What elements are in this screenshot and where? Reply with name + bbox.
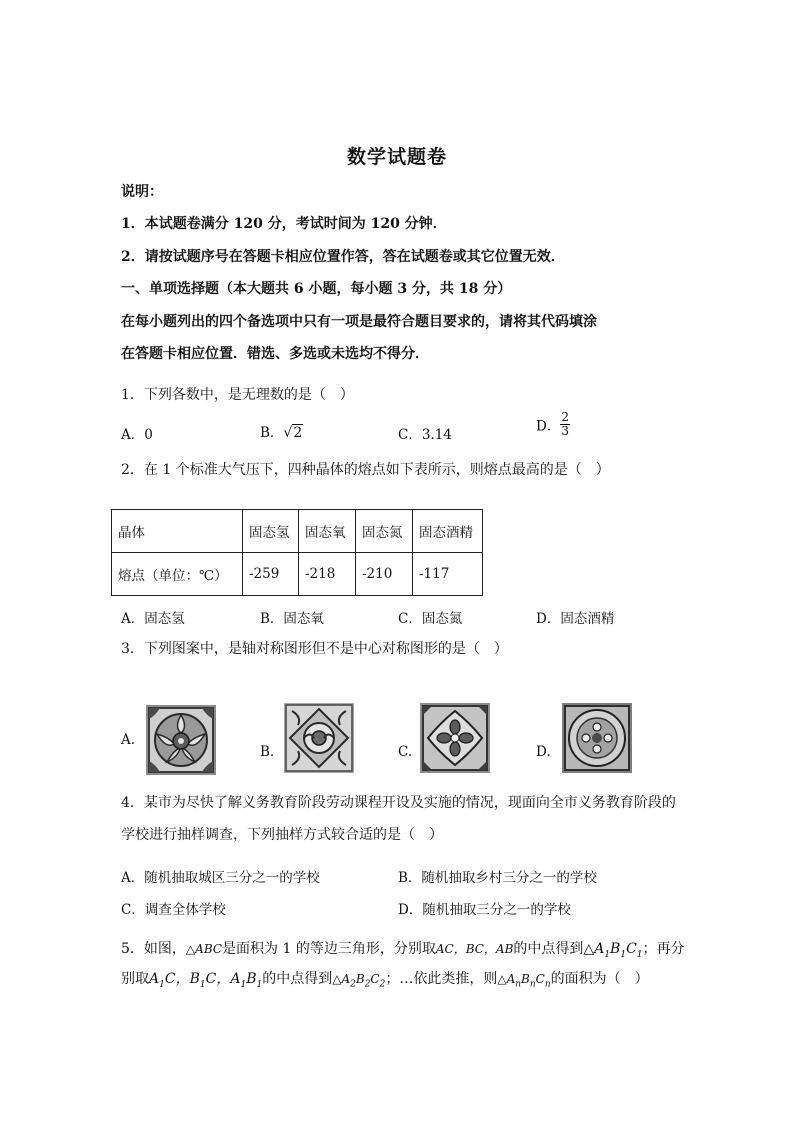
- q3-option-d: D.: [536, 744, 551, 760]
- q2-option-c: C．固态氮: [398, 611, 463, 627]
- table-cell: 固态氮: [356, 510, 413, 553]
- q1-stem: 1．下列各数中，是无理数的是（ ）: [121, 387, 354, 403]
- q3-option-a: A.: [121, 732, 136, 748]
- table-row: [112, 553, 483, 596]
- section-instruction-2: 在答题卡相应位置．错选、多选或未选均不得分．: [121, 346, 429, 362]
- table-cell: 固态氢: [243, 510, 299, 553]
- table-cell: 固态氧: [299, 510, 356, 553]
- q3-option-b: B.: [260, 744, 275, 760]
- table-cell: -218: [299, 553, 356, 596]
- q2-option-d: D．固态酒精: [536, 611, 615, 627]
- section-instruction-1: 在每小题列出的四个备选项中只有一项是最符合题目要求的，请将其代码填涂: [121, 314, 597, 330]
- table-cell: -117: [413, 553, 483, 596]
- table-cell: 晶体: [112, 510, 243, 553]
- sqrt-symbol: √2: [283, 425, 303, 441]
- q3-stem: 3．下列图案中，是轴对称图形但不是中心对称图形的是（ ）: [121, 641, 508, 657]
- q4-stem-line-1: 4．某市为尽快了解义务教育阶段劳动课程开设及实施的情况，现面向全市义务教育阶段的: [121, 795, 676, 811]
- q4-option-a: A．随机抽取城区三分之一的学校: [121, 870, 320, 886]
- pattern-tile-c: [420, 703, 490, 773]
- melting-point-table: [111, 509, 483, 596]
- table-cell: -259: [243, 553, 299, 596]
- q1-option-c: C．3.14: [398, 427, 452, 443]
- table-cell: 熔点（单位：℃）: [112, 553, 243, 596]
- q2-option-a: A．固态氢: [121, 611, 185, 627]
- notes-heading: 说明：: [121, 184, 163, 200]
- q1-option-b: B．√2: [260, 425, 303, 441]
- pattern-tile-b: [284, 703, 354, 773]
- q5-line-1: 5．如图，△ABC是面积为 1 的等边三角形，分别取AC，BC，AB的中点得到$\triangle A_1B_1C_1$；再分: [121, 941, 685, 960]
- pattern-tile-a: [146, 705, 216, 775]
- q2-option-b: B．固态氧: [260, 611, 324, 627]
- page-title: 数学试题卷: [346, 146, 447, 168]
- table-header-row: [112, 510, 483, 553]
- note-item-1: 1．本试题卷满分 120 分，考试时间为 120 分钟．: [121, 216, 447, 232]
- section-heading: 一、单项选择题（本大题共 6 小题，每小题 3 分，共 18 分）: [121, 281, 512, 297]
- q1-option-a: A．0: [121, 427, 153, 443]
- table-cell: 固态酒精: [413, 510, 483, 553]
- note-item-2: 2．请按试题序号在答题卡相应位置作答，答在试题卷或其它位置无效．: [121, 249, 565, 265]
- q4-stem-line-2: 学校进行抽样调查，下列抽样方式较合适的是（ ）: [121, 827, 443, 843]
- q4-option-b: B．随机抽取乡村三分之一的学校: [398, 870, 597, 886]
- q4-option-c: C．调查全体学校: [121, 902, 226, 918]
- q4-option-d: D．随机抽取三分之一的学校: [398, 902, 571, 918]
- q1-option-d: D． $\frac{2}{3}$: [536, 410, 569, 438]
- q3-option-c: C.: [398, 744, 413, 760]
- fraction: $\frac{2}{3}$: [561, 410, 569, 438]
- pattern-tile-d: [562, 703, 632, 773]
- table-cell: -210: [356, 553, 413, 596]
- q2-stem: 2．在 1 个标准大气压下，四种晶体的熔点如下表所示，则熔点最高的是（ ）: [121, 462, 610, 478]
- q5-line-2: 别取$A_1C$，$B_1C$，$A_1B_1$的中点得到$\triangle A_2B_2C_2$；…依此类推，则$\triangle A_nB_nC_n$的面积为（ ）: [121, 971, 649, 990]
